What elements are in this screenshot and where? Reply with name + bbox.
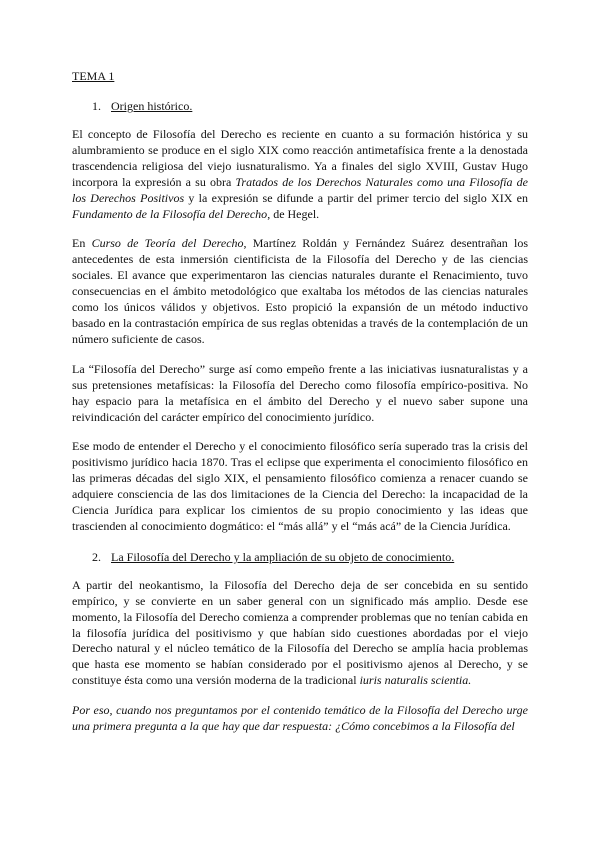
text-run: El concepto de Filosofía del Derecho es reciente en cuanto a su formación histórica y su alumbramiento se produce en el siglo XIX como reacción antimetafísica frente a la denostada trascendencia religiosa del viejo iusnaturalismo. Ya a finales del siglo XVIII, Gustav Hugo incorpora la expresión a su obra bbox=[72, 127, 528, 189]
text-run: Ese modo de entender el Derecho y el conocimiento filosófico sería superado tras la crisis del positivismo jurídico hacia 1870. Tras el eclipse que experimenta el conocimiento filosófico en las primeras décadas del siglo XIX, el pensamiento filosófico comienza a renacer cuando se adquiere consciencia de las dos limitaciones de la Ciencia del Derecho: la incapacidad de la Ciencia Jurídica para explicar los cimientos de su propio conocimiento y las ideas que trascienden al conocimiento dogmático: el “más allá” y el “más acá” de la Ciencia Jurídica. bbox=[72, 439, 528, 533]
paragraph bbox=[72, 362, 528, 426]
paragraph bbox=[72, 439, 528, 534]
section-number: 1. bbox=[92, 99, 101, 113]
italic-text-run: Fundamento de la Filosofía del Derecho bbox=[72, 206, 268, 221]
section-heading-label: Origen histórico. bbox=[111, 99, 193, 113]
text-run: En bbox=[72, 236, 92, 251]
paragraph bbox=[72, 236, 528, 347]
section-heading-1 bbox=[92, 98, 528, 114]
paragraph bbox=[72, 127, 528, 222]
text-run: A partir del neokantismo, la Filosofía del Derecho deja de ser concebida en su sentido empírico, y se convierte en un saber general con un significado más amplio. Desde ese momento, la Filosofía del Derecho comienza a comprender problemas que no tenían cabida en la filosofía jurídica del positivismo y que habían sido cuestiones abordadas por el viejo Derecho natural y el núcleo temático de la Filosofía del Derecho se amplía hacia problemas que hasta ese momento se habían considerado por el positivismo ajenos al Derecho, y se constituye ésta como una versión moderna de la tradicional bbox=[72, 577, 528, 688]
text-run: La “Filosofía del Derecho” surge así como empeño frente a las iniciativas iusnaturalistas y a sus pretensiones metafísicas: la Filosofía del Derecho como filosofía empírico-positiva. No hay espacio para la metafísica en el ámbito del Derecho y el nuevo saber supone una reivindicación del carácter empírico del conocimiento jurídico. bbox=[72, 361, 528, 424]
italic-text-run: Por eso, cuando nos preguntamos por el contenido temático de la Filosofía del Derecho urge una primera pregunta a la que hay que dar respuesta: ¿Cómo concebimos a la Filosofía del bbox=[72, 703, 528, 734]
section-heading-label: La Filosofía del Derecho y la ampliación de su objeto de conocimiento. bbox=[111, 549, 455, 564]
section-heading-2 bbox=[92, 549, 528, 565]
paragraph bbox=[72, 578, 528, 689]
section-number: 2. bbox=[92, 549, 101, 564]
text-run: y la expresión se difunde a partir del primer tercio del siglo XIX en bbox=[184, 190, 528, 205]
italic-text-run: Curso de Teoría del Derecho bbox=[91, 236, 244, 251]
paragraph-italic bbox=[72, 703, 528, 735]
italic-text-run: iuris naturalis scientia. bbox=[359, 673, 472, 688]
text-run: , de Hegel. bbox=[267, 206, 320, 221]
page-title: TEMA 1 bbox=[72, 69, 115, 83]
italic-text-run: Tratados de los Derechos Naturales como una Filosofía de los Derechos Positivos bbox=[72, 174, 529, 205]
text-run: , Martínez Roldán y Fernández Suárez desentrañan los antecedentes de esta inmersión cientificista de la Filosofía del Derecho y de las ciencias sociales. El avance que experimentaron las ciencias naturales durante el Renacimiento, tuvo consecuencias en el ámbito metodológico que exaltaba los métodos de las ciencias naturales como los únicos válidos y objetivos. Esto propició la expansión de un método inductivo basado en la contrastación empírica de sus reglas obtenidas a través de la contemplación de un número suficiente de casos. bbox=[72, 236, 528, 346]
